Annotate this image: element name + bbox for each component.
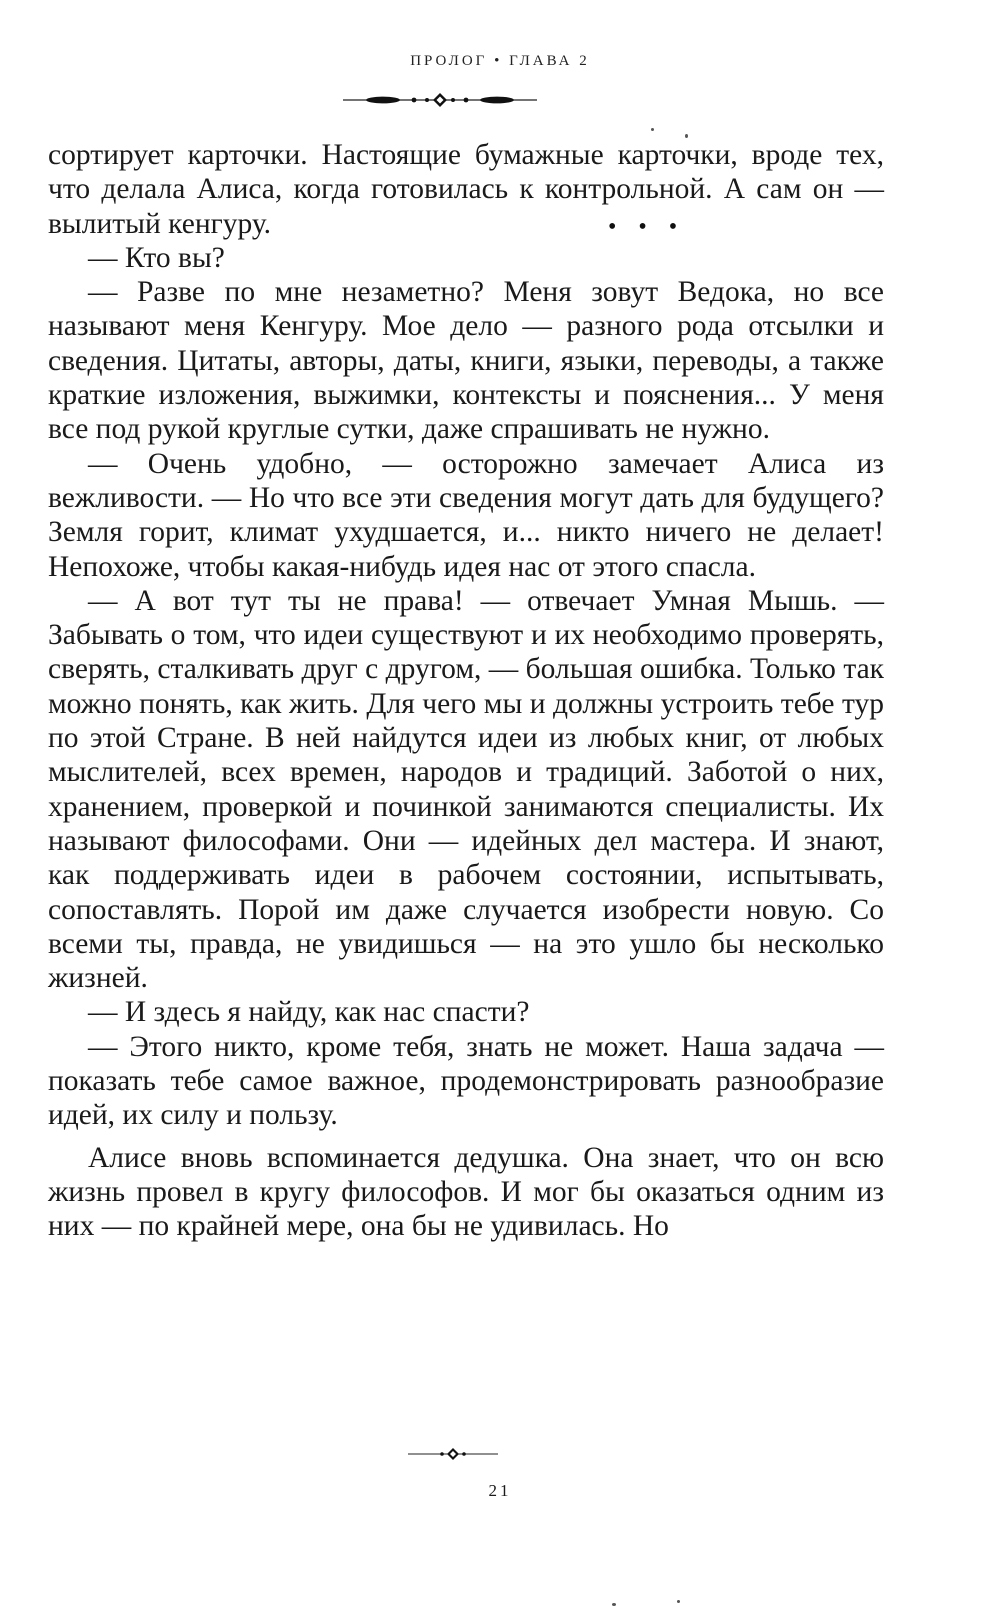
paragraph-2: — Кто вы? [88,241,225,274]
scan-speck [651,128,654,131]
stray-print-dots: ••• [608,214,700,240]
page-body [48,138,884,1244]
paragraph-4: — Очень удобно, — осторожно замечает Алиса из вежливости. — Но что все эти сведения могут дать для будущего? Земля горит, климат ухудшается, и... никто ничего не делает! Непохоже, чтобы какая-нибудь идея нас от этого спасла. [48,447,884,583]
scan-speck [685,134,688,138]
paragraph-7: — Этого никто, кроме тебя, знать не может. Наша задача — показать тебе самое важное, продемонстрировать разнообразие идей, их силу и пользу. [48,1030,884,1132]
scan-speck [677,1600,680,1603]
paragraph-8: Алисе вновь вспоминается дедушка. Она знает, что он всю жизнь провел в кругу философов. И мог бы оказаться одним из них — по крайней мере, она бы не удивилась. Но [48,1141,884,1243]
scan-speck [612,1603,616,1606]
paragraph-5: — А вот тут ты не права! — отвечает Умная Мышь. — Забывать о том, что идеи существуют и их необходимо проверять, сверять, сталкивать друг с другом, — большая ошибка. Только так можно понять, как жить. Для чего мы и должны устроить тебе тур по этой Стране. В ней найдутся идеи из любых книг, от любых мыслителей, всех времен, народов и традиций. Заботой о них, хранением, проверкой и починкой занимаются специалисты. Их называют философами. Они — идейных дел мастера. И знают, как поддерживать идеи в рабочем состоянии, испытывать, сопоставлять. Порой им даже случается изобрести новую. Со всеми ты, правда, не увидишься — на это ушло бы несколько жизней. [48,584,884,995]
page-number: 21 [488,1481,512,1500]
paragraph-1: сортирует карточки. Настоящие бумажные карточки, вроде тех, что делала Алиса, когда готовилась к контрольной. А сам он — вылитый кенгуру. [48,139,884,240]
paragraph-3: — Разве по мне незаметно? Меня зовут Ведока, но все называют меня Кенгуру. Мое дело — разного рода отсылки и сведения. Цитаты, авторы, даты, книги, языки, переводы, а также краткие изложения, выжимки, контексты и пояснения... У меня все под рукой круглые сутки, даже спрашивать не нужно. [48,276,884,446]
header-ornament [343,92,537,108]
running-header: ПРОЛОГ • ГЛАВА 2 [410,53,590,69]
paragraph-6: — И здесь я найду, как нас спасти? [88,996,530,1029]
footer-ornament [408,1447,498,1461]
